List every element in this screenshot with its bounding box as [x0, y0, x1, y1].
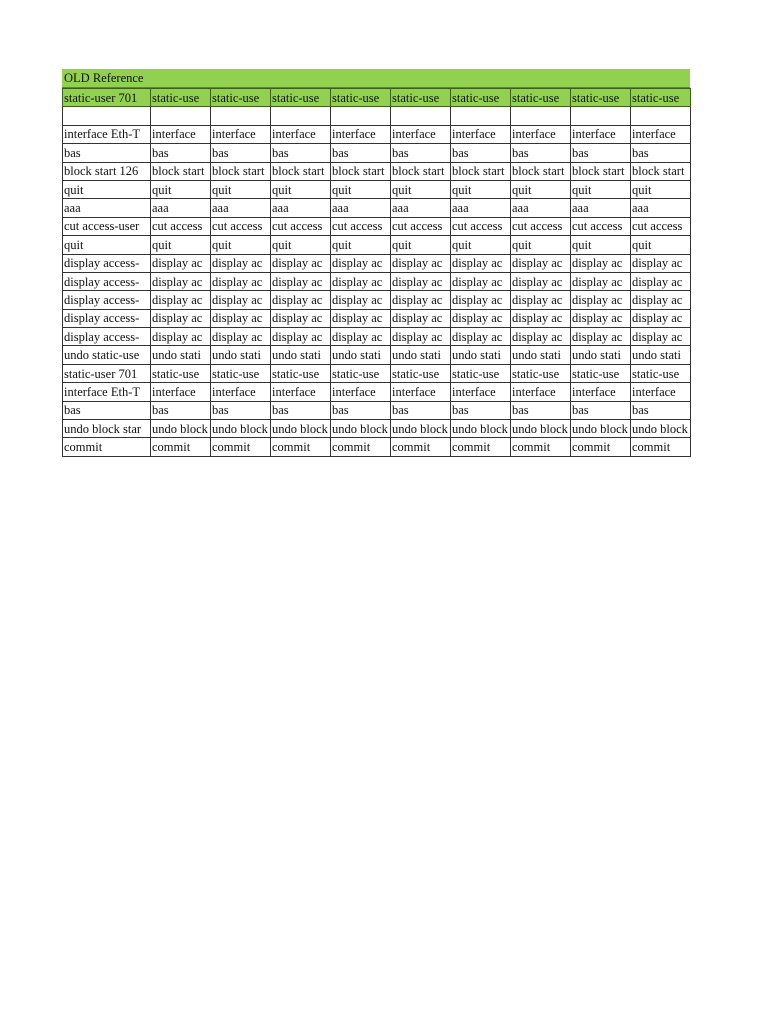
table-cell[interactable]: undo block [211, 420, 271, 438]
table-cell[interactable]: undo block [151, 420, 211, 438]
table-cell[interactable]: display ac [511, 328, 571, 346]
table-cell[interactable]: bas [571, 401, 631, 419]
table-cell[interactable]: quit [511, 236, 571, 254]
table-cell[interactable]: aaa [511, 199, 571, 217]
table-cell[interactable]: display ac [451, 272, 511, 290]
table-cell[interactable]: static-use [211, 364, 271, 382]
table-cell[interactable]: interface [571, 383, 631, 401]
table-cell[interactable]: display ac [151, 291, 211, 309]
table-cell[interactable]: undo block [451, 420, 511, 438]
table-cell[interactable]: quit [391, 180, 451, 198]
table-cell[interactable]: quit [571, 236, 631, 254]
table-row [63, 420, 691, 438]
table-cell[interactable]: display ac [151, 254, 211, 272]
table-cell[interactable]: interface Eth-T [63, 383, 151, 401]
table-cell[interactable]: display ac [571, 309, 631, 327]
table-cell[interactable]: undo stati [391, 346, 451, 364]
table-cell[interactable]: quit [63, 180, 151, 198]
table-cell[interactable]: bas [63, 401, 151, 419]
table-cell[interactable] [391, 107, 451, 125]
table-cell[interactable]: display ac [331, 254, 391, 272]
table-cell[interactable]: bas [451, 144, 511, 162]
table-cell[interactable]: display ac [391, 309, 451, 327]
table-cell[interactable]: display access- [63, 254, 151, 272]
table-row [63, 364, 691, 382]
table-cell[interactable]: quit [271, 180, 331, 198]
table-cell[interactable]: static-user 701 [63, 364, 151, 382]
table-cell[interactable]: bas [631, 144, 691, 162]
table-cell[interactable]: display ac [391, 328, 451, 346]
table-cell[interactable]: cut access [151, 217, 211, 235]
table-cell[interactable]: bas [631, 401, 691, 419]
table-cell[interactable] [331, 107, 391, 125]
table-cell[interactable]: undo block [571, 420, 631, 438]
table-cell[interactable]: static-use [391, 89, 451, 107]
table-cell[interactable]: display ac [151, 328, 211, 346]
reference-table [62, 88, 691, 457]
table-cell[interactable] [451, 107, 511, 125]
table-cell[interactable]: quit [211, 180, 271, 198]
table-cell[interactable]: undo stati [331, 346, 391, 364]
table-cell[interactable]: interface [211, 125, 271, 143]
table-cell[interactable]: bas [451, 401, 511, 419]
table-cell[interactable]: quit [271, 236, 331, 254]
table-cell[interactable]: quit [391, 236, 451, 254]
table-cell[interactable]: display ac [211, 309, 271, 327]
table-cell[interactable]: interface [571, 125, 631, 143]
table-cell[interactable]: undo stati [631, 346, 691, 364]
table-cell[interactable]: interface [151, 125, 211, 143]
table-cell[interactable]: block start [331, 162, 391, 180]
table-cell[interactable]: cut access [571, 217, 631, 235]
table-cell[interactable]: display ac [391, 291, 451, 309]
table-cell[interactable]: cut access [391, 217, 451, 235]
table-cell[interactable]: undo stati [151, 346, 211, 364]
table-cell[interactable]: block start [511, 162, 571, 180]
table-cell[interactable]: interface [271, 383, 331, 401]
table-row [63, 309, 691, 327]
table-cell[interactable]: block start [271, 162, 331, 180]
table-cell[interactable]: display ac [571, 254, 631, 272]
table-cell[interactable]: static-use [631, 89, 691, 107]
table-cell[interactable]: display ac [331, 328, 391, 346]
table-cell[interactable]: display ac [571, 291, 631, 309]
table-cell[interactable]: interface [451, 125, 511, 143]
table-cell[interactable]: quit [211, 236, 271, 254]
table-cell[interactable]: cut access [331, 217, 391, 235]
table-cell[interactable]: static-use [571, 364, 631, 382]
table-cell[interactable]: quit [631, 180, 691, 198]
table-cell[interactable]: display ac [211, 254, 271, 272]
table-cell[interactable]: display ac [511, 254, 571, 272]
table-cell[interactable]: interface [331, 125, 391, 143]
table-cell[interactable]: interface [451, 383, 511, 401]
table-cell[interactable]: display access- [63, 328, 151, 346]
table-cell[interactable]: display access- [63, 309, 151, 327]
table-cell[interactable]: block start [571, 162, 631, 180]
table-cell[interactable]: aaa [271, 199, 331, 217]
table-cell[interactable]: block start [631, 162, 691, 180]
table-cell[interactable]: display ac [271, 254, 331, 272]
table-cell[interactable]: commit [271, 438, 331, 456]
table-cell[interactable]: display ac [631, 254, 691, 272]
table-row [63, 346, 691, 364]
table-cell[interactable]: undo stati [451, 346, 511, 364]
table-cell[interactable]: block start [391, 162, 451, 180]
table-cell[interactable]: undo block [271, 420, 331, 438]
table-cell[interactable]: block start [151, 162, 211, 180]
table-cell[interactable]: static-user 701 [63, 89, 151, 107]
table-cell[interactable]: undo stati [211, 346, 271, 364]
table-cell[interactable]: commit [63, 438, 151, 456]
table-cell[interactable]: display ac [571, 272, 631, 290]
table-cell[interactable]: interface [511, 125, 571, 143]
table-row [63, 199, 691, 217]
table-cell[interactable]: bas [63, 144, 151, 162]
table-cell[interactable]: commit [451, 438, 511, 456]
table-cell[interactable]: interface [391, 383, 451, 401]
table-cell[interactable]: undo block [631, 420, 691, 438]
table-cell[interactable]: display ac [451, 291, 511, 309]
table-cell[interactable]: aaa [151, 199, 211, 217]
table-cell[interactable] [63, 107, 151, 125]
table-cell[interactable]: display ac [631, 309, 691, 327]
table-cell[interactable]: cut access [271, 217, 331, 235]
table-cell[interactable]: display access- [63, 291, 151, 309]
table-row [63, 217, 691, 235]
table-cell[interactable]: block start [451, 162, 511, 180]
table-cell[interactable]: display ac [511, 291, 571, 309]
table-cell[interactable]: undo stati [271, 346, 331, 364]
table-cell[interactable]: static-use [271, 89, 331, 107]
table-cell[interactable]: display access- [63, 272, 151, 290]
table-cell[interactable]: interface Eth-T [63, 125, 151, 143]
header-row [63, 89, 691, 107]
table-row [63, 383, 691, 401]
table-cell[interactable]: bas [391, 401, 451, 419]
table-cell[interactable]: cut access [211, 217, 271, 235]
table-cell[interactable]: quit [63, 236, 151, 254]
table-cell[interactable]: undo block star [63, 420, 151, 438]
table-cell[interactable]: display ac [391, 272, 451, 290]
table-cell[interactable] [511, 107, 571, 125]
sheet-title: OLD Reference [62, 69, 690, 88]
table-cell[interactable]: static-use [211, 89, 271, 107]
table-cell[interactable] [631, 107, 691, 125]
table-cell[interactable]: undo block [391, 420, 451, 438]
table-cell[interactable]: static-use [451, 364, 511, 382]
table-row [63, 291, 691, 309]
table-cell[interactable]: bas [211, 401, 271, 419]
table-cell[interactable]: quit [451, 180, 511, 198]
table-cell[interactable]: display ac [271, 309, 331, 327]
table-cell[interactable]: static-use [511, 364, 571, 382]
table-cell[interactable]: block start [211, 162, 271, 180]
table-cell[interactable]: display ac [331, 291, 391, 309]
table-cell[interactable]: aaa [331, 199, 391, 217]
table-cell[interactable]: display ac [211, 291, 271, 309]
table-cell[interactable]: quit [151, 236, 211, 254]
table-cell[interactable]: static-use [151, 364, 211, 382]
table-cell[interactable]: bas [331, 144, 391, 162]
table-cell[interactable]: static-use [631, 364, 691, 382]
table-row [63, 144, 691, 162]
table-cell[interactable]: display ac [451, 309, 511, 327]
table-cell[interactable]: block start 126 [63, 162, 151, 180]
table-cell[interactable]: bas [511, 144, 571, 162]
table-row [63, 125, 691, 143]
table-cell[interactable]: aaa [211, 199, 271, 217]
spreadsheet [62, 69, 690, 457]
table-row [63, 236, 691, 254]
table-cell[interactable]: static-use [451, 89, 511, 107]
table-cell[interactable] [151, 107, 211, 125]
table-cell[interactable]: static-use [571, 89, 631, 107]
table-row [63, 107, 691, 125]
table-cell[interactable]: commit [151, 438, 211, 456]
table-row [63, 254, 691, 272]
table-cell[interactable]: quit [331, 180, 391, 198]
table-cell[interactable]: quit [631, 236, 691, 254]
table-cell[interactable]: display ac [271, 291, 331, 309]
table-row [63, 401, 691, 419]
table-cell[interactable]: interface [391, 125, 451, 143]
table-cell[interactable]: bas [511, 401, 571, 419]
table-cell[interactable]: aaa [391, 199, 451, 217]
table-cell[interactable]: cut access [511, 217, 571, 235]
table-cell[interactable]: quit [511, 180, 571, 198]
table-cell[interactable]: display ac [451, 254, 511, 272]
table-cell[interactable]: commit [211, 438, 271, 456]
table-cell[interactable]: display ac [571, 328, 631, 346]
table-cell[interactable]: bas [151, 144, 211, 162]
table-cell[interactable]: display ac [451, 328, 511, 346]
table-cell[interactable]: aaa [631, 199, 691, 217]
table-cell[interactable] [211, 107, 271, 125]
table-row [63, 162, 691, 180]
table-cell[interactable]: display ac [271, 328, 331, 346]
table-cell[interactable]: interface [271, 125, 331, 143]
table-row [63, 272, 691, 290]
table-cell[interactable]: static-use [151, 89, 211, 107]
table-cell[interactable]: bas [571, 144, 631, 162]
table-row [63, 328, 691, 346]
table-cell[interactable]: bas [271, 144, 331, 162]
table-cell[interactable]: aaa [451, 199, 511, 217]
table-cell[interactable]: bas [271, 401, 331, 419]
table-cell[interactable]: bas [211, 144, 271, 162]
table-cell[interactable]: cut access-user [63, 217, 151, 235]
table-cell[interactable]: display ac [331, 272, 391, 290]
table-cell[interactable]: undo block [331, 420, 391, 438]
table-cell[interactable]: undo stati [571, 346, 631, 364]
table-cell[interactable]: interface [211, 383, 271, 401]
table-cell[interactable]: cut access [451, 217, 511, 235]
table-cell[interactable]: display ac [151, 272, 211, 290]
table-cell[interactable]: interface [331, 383, 391, 401]
table-cell[interactable]: static-use [331, 364, 391, 382]
table-cell[interactable]: aaa [571, 199, 631, 217]
table-cell[interactable]: quit [151, 180, 211, 198]
table-cell[interactable]: display ac [631, 328, 691, 346]
table-row [63, 180, 691, 198]
table-cell[interactable]: static-use [271, 364, 331, 382]
table-cell[interactable]: commit [631, 438, 691, 456]
table-cell[interactable]: static-use [391, 364, 451, 382]
table-row [63, 438, 691, 456]
table-cell[interactable]: bas [331, 401, 391, 419]
table-cell[interactable]: commit [511, 438, 571, 456]
table-cell[interactable]: display ac [511, 272, 571, 290]
table-cell[interactable]: quit [331, 236, 391, 254]
table-cell[interactable] [571, 107, 631, 125]
table-cell[interactable]: static-use [331, 89, 391, 107]
table-cell[interactable]: quit [451, 236, 511, 254]
table-cell[interactable]: undo block [511, 420, 571, 438]
table-cell[interactable]: commit [331, 438, 391, 456]
table-cell[interactable]: commit [571, 438, 631, 456]
table-cell[interactable]: display ac [511, 309, 571, 327]
table-cell[interactable]: display ac [271, 272, 331, 290]
table-cell[interactable]: display ac [391, 254, 451, 272]
table-cell[interactable]: undo stati [511, 346, 571, 364]
table-cell[interactable]: quit [571, 180, 631, 198]
table-cell[interactable]: aaa [63, 199, 151, 217]
table-cell[interactable]: commit [391, 438, 451, 456]
table-cell[interactable]: display ac [211, 328, 271, 346]
table-cell[interactable]: interface [151, 383, 211, 401]
table-cell[interactable]: display ac [151, 309, 211, 327]
table-cell[interactable]: interface [511, 383, 571, 401]
table-cell[interactable]: interface [631, 125, 691, 143]
table-cell[interactable] [271, 107, 331, 125]
table-cell[interactable]: display ac [631, 291, 691, 309]
table-cell[interactable]: undo static-use [63, 346, 151, 364]
table-cell[interactable]: bas [391, 144, 451, 162]
table-cell[interactable]: bas [151, 401, 211, 419]
table-cell[interactable]: display ac [211, 272, 271, 290]
table-cell[interactable]: display ac [331, 309, 391, 327]
table-cell[interactable]: interface [631, 383, 691, 401]
table-cell[interactable]: display ac [631, 272, 691, 290]
table-cell[interactable]: static-use [511, 89, 571, 107]
table-cell[interactable]: cut access [631, 217, 691, 235]
